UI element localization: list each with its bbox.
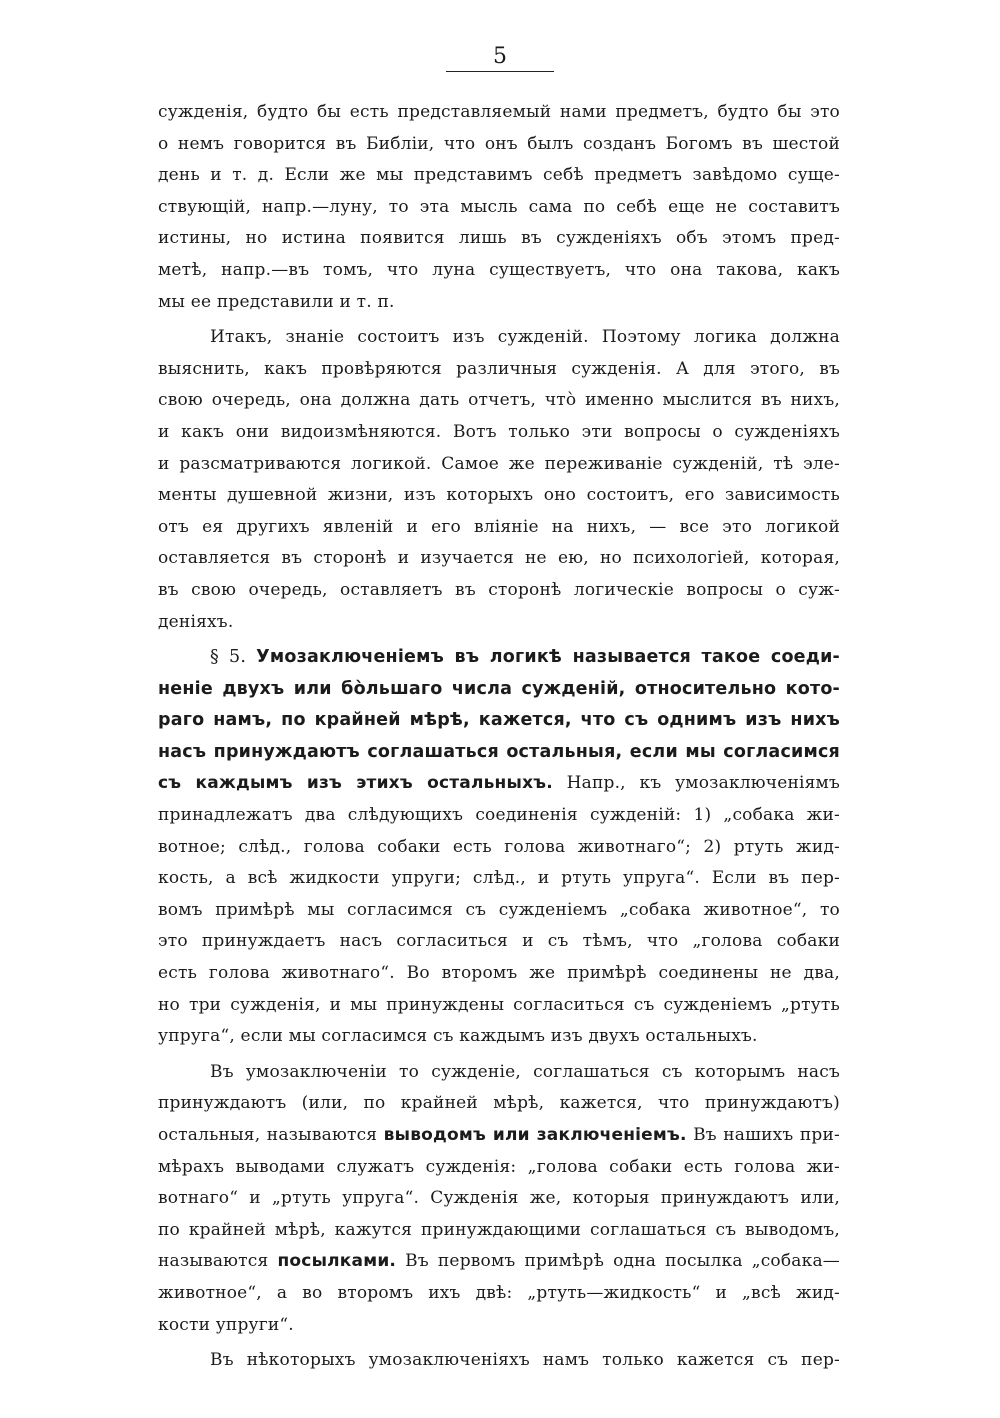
text-line: принуждаютъ (или, по крайней мѣрѣ, кажется, что принуждаютъ): [158, 1093, 840, 1114]
page-number: 5: [493, 44, 507, 69]
text-line: животное“, а во второмъ ихъ двѣ: „ртуть—жидкость“ и „всѣ жид-: [158, 1282, 840, 1303]
text-line: по крайней мѣрѣ, кажутся принуждающими соглашаться съ выводомъ,: [158, 1219, 840, 1240]
text-line: [158, 642, 840, 674]
text-span: Напр., къ умозаключеніямъ: [552, 773, 840, 794]
text-line: вотнаго“ и „ртуть упруга“. Сужденія же, которыя принуждаютъ или,: [158, 1188, 840, 1209]
text-line: Въ умозаключеніи то сужденіе, соглашаться съ которымъ насъ: [210, 1061, 840, 1082]
text-line: и какъ они видоизмѣняются. Вотъ только эти вопросы о сужденіяхъ: [158, 421, 840, 442]
text-line: въ свою очередь, оставляетъ въ сторонѣ логическіе вопросы о суж-: [158, 579, 840, 600]
text-line: о немъ говорится въ Библіи, что онъ былъ созданъ Богомъ въ шестой: [158, 133, 840, 154]
text-line: деніяхъ.: [158, 611, 234, 632]
bold-term-conclusion: выводомъ или заключеніемъ.: [383, 1125, 687, 1145]
text-line: это принуждаетъ насъ согласиться и съ тѣмъ, что „голова собаки: [158, 931, 840, 952]
section-5-paragraph: [158, 642, 840, 1053]
text-line: но три сужденія, и мы принуждены согласиться съ сужденіемъ „ртуть: [158, 994, 840, 1015]
text-line: и разсматриваются логикой. Самое же переживаніе сужденій, тѣ эле-: [158, 453, 840, 474]
bold-term-premises: посылками.: [277, 1251, 397, 1272]
text-line: свою очередь, она должна дать отчетъ, что̀ именно мыслится въ нихъ,: [158, 390, 840, 411]
text-line: Итакъ, знаніе состоитъ изъ сужденій. Поэтому логика должна: [210, 327, 840, 348]
text-line: кость, а всѣ жидкости упруги; слѣд., и ртуть упруга“. Если въ пер-: [158, 868, 840, 889]
paragraph-4: [158, 1057, 840, 1341]
section-mark: § 5.: [210, 647, 247, 668]
text-line: метѣ, напр.—въ томъ, что луна существуетъ, что она такова, какъ: [158, 259, 840, 280]
paragraph-5: [158, 1345, 840, 1377]
text-line: Въ нѣкоторыхъ умозаключеніяхъ намъ только кажется съ пер-: [210, 1350, 840, 1371]
bold-definition-line: раго намъ, по крайней мѣрѣ, кажется, что съ однимъ изъ нихъ: [158, 710, 840, 731]
text-line: день и т. д. Если же мы представимъ себѣ предметъ завѣдомо суще-: [158, 165, 840, 186]
text-span: называются: [158, 1251, 278, 1272]
text-span: Въ первомъ примѣрѣ одна посылка „собака—: [396, 1251, 840, 1272]
header-rule: [446, 71, 554, 72]
text-line: кости упруги“.: [158, 1314, 294, 1335]
text-line: есть голова животнаго“. Во второмъ же примѣрѣ соединены не два,: [158, 963, 840, 984]
text-line: истины, но истина появится лишь въ сужденіяхъ объ этомъ пред-: [158, 228, 840, 249]
text-line: ствующій, напр.—луну, то эта мысль сама по себѣ еще не составитъ: [158, 196, 840, 217]
text-line: менты душевной жизни, изъ которыхъ оно состоитъ, его зависимость: [158, 485, 840, 506]
text-line: отъ ея другихъ явленій и его вліяніе на нихъ, — все это логикой: [158, 516, 840, 537]
text-line: вомъ примѣрѣ мы согласимся съ сужденіемъ „собака животное“, то: [158, 899, 840, 920]
bold-definition: Умозаключеніемъ въ логикѣ называется такое соеди-: [256, 647, 840, 668]
bold-definition-line: насъ принуждаютъ соглашаться остальныя, если мы согласимся: [158, 741, 840, 762]
text-line: [158, 768, 840, 800]
text-span: Въ нашихъ при-: [686, 1125, 840, 1145]
text-line: оставляется въ сторонѣ и изучается не ею, но психологіей, которая,: [158, 548, 840, 569]
text-line: выяснить, какъ провѣряются различныя сужденія. А для этого, въ: [158, 358, 840, 379]
text-line: мѣрахъ выводами служатъ сужденія: „голова собаки есть голова жи-: [158, 1156, 840, 1177]
text-line: принадлежатъ два слѣдующихъ соединенія сужденій: 1) „собака жи-: [158, 805, 840, 826]
text-line: [158, 1120, 840, 1152]
text-line: [158, 1246, 840, 1278]
text-line: мы ее представили и т. п.: [158, 291, 395, 312]
bold-definition-tail: съ каждымъ изъ этихъ остальныхъ.: [158, 773, 553, 794]
text-line: вотное; слѣд., голова собаки есть голова животнаго“; 2) ртуть жид-: [158, 836, 840, 857]
text-line: сужденія, будто бы есть представляемый нами предметъ, будто бы это: [158, 102, 840, 122]
paragraph-1: [158, 97, 840, 318]
text-line: упруга“, если мы согласимся съ каждымъ изъ двухъ остальныхъ.: [158, 1026, 758, 1047]
page-body: [158, 97, 840, 1377]
text-span: остальныя, называются: [158, 1125, 384, 1145]
bold-definition-line: неніе двухъ или бо̀льшаго числа сужденій, относительно кото-: [158, 678, 840, 699]
paragraph-2: [158, 322, 840, 638]
